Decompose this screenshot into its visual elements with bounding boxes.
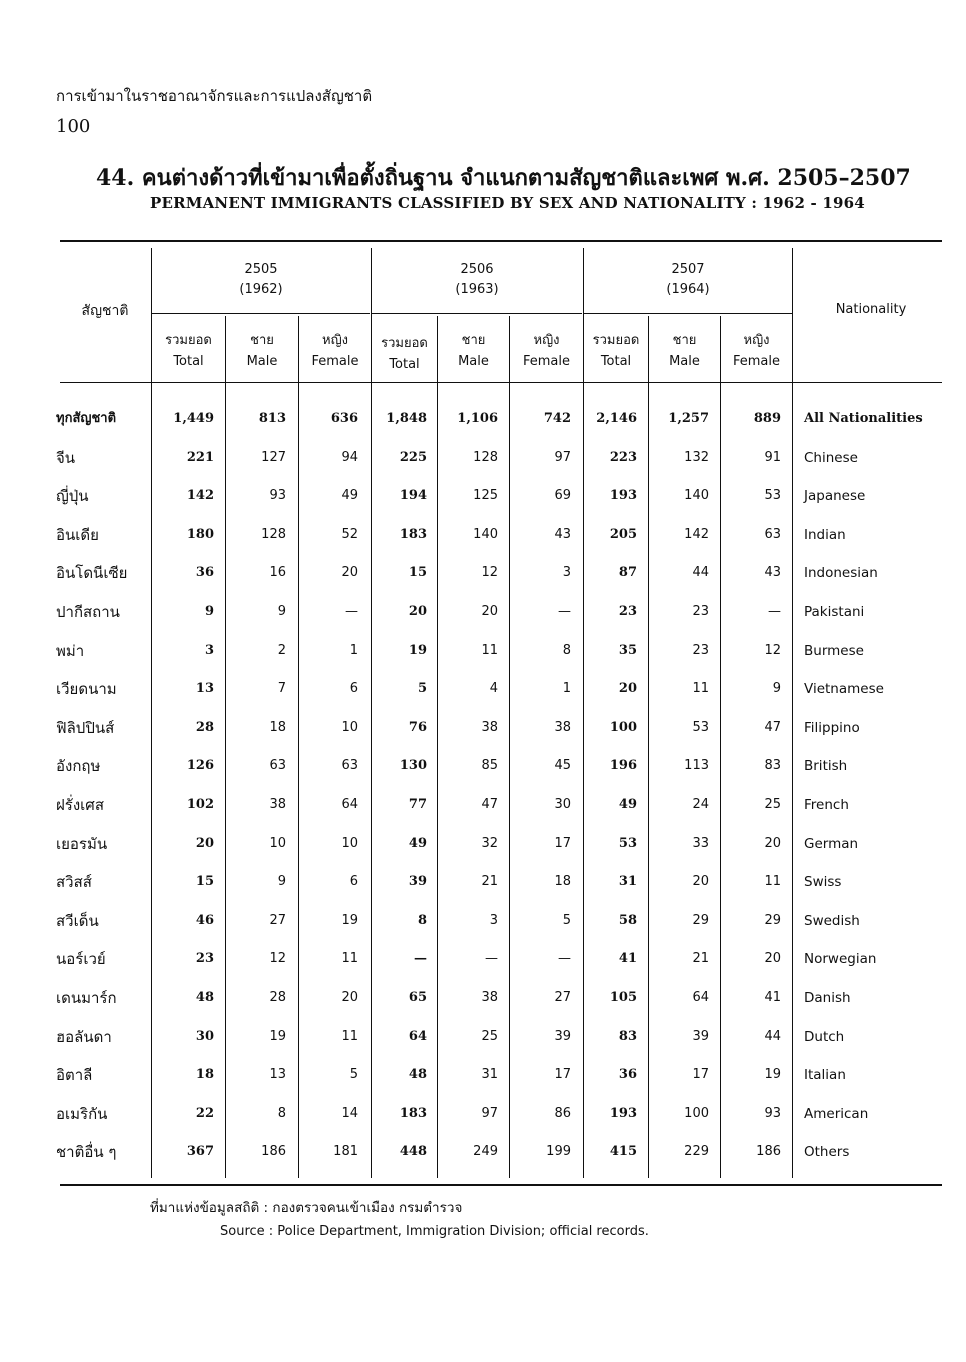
male-cell: 85	[481, 758, 498, 774]
male-cell: 127	[261, 449, 286, 465]
male-cell: 44	[692, 565, 709, 581]
year-be: 2507	[671, 262, 705, 277]
year-ce: (1963)	[455, 282, 499, 297]
female-cell: 18	[554, 874, 571, 890]
total-cell: 18	[195, 1067, 214, 1083]
male-cell: 97	[481, 1105, 498, 1121]
female-cell: 44	[764, 1028, 781, 1044]
total-cell: 23	[195, 951, 214, 967]
nationality-english: Vietnamese	[804, 681, 884, 698]
subheader-female-1964	[721, 330, 792, 372]
male-cell: 100	[684, 1105, 709, 1121]
male-cell: 18	[269, 719, 286, 735]
total-cell: 83	[618, 1028, 637, 1044]
female-cell: —	[768, 604, 781, 619]
male-cell: 21	[692, 951, 709, 967]
male-cell: 53	[692, 719, 709, 735]
total-cell: 142	[186, 488, 214, 504]
total-cell: 102	[186, 797, 214, 812]
female-cell: 41	[764, 990, 781, 1005]
female-cell: 97	[554, 449, 571, 465]
nationality-label-thai: สัญชาติ	[81, 303, 129, 319]
total-cell: 130	[399, 758, 427, 774]
subheader-thai: ชาย	[461, 333, 486, 348]
female-cell: —	[345, 604, 358, 619]
male-cell: 31	[481, 1067, 498, 1083]
female-cell: 39	[554, 1028, 571, 1044]
female-cell: 69	[554, 488, 571, 504]
table-row	[0, 554, 966, 592]
total-cell: 126	[186, 758, 214, 774]
nationality-thai: ฮอลันดา	[56, 1027, 112, 1046]
female-cell: 5	[349, 1067, 358, 1083]
female-cell: 20	[764, 951, 781, 967]
female-cell: 1	[562, 681, 571, 697]
male-cell: 12	[269, 951, 286, 967]
male-cell: 17	[692, 1067, 709, 1083]
female-cell: 11	[341, 951, 358, 967]
female-cell: 199	[546, 1144, 571, 1160]
female-cell: 43	[554, 526, 571, 542]
table-row-total	[0, 400, 966, 438]
subheader-english: Total	[600, 354, 632, 369]
male-cell: 38	[481, 990, 498, 1005]
male-cell: 128	[473, 449, 498, 465]
nationality-thai: อินเดีย	[56, 525, 99, 544]
male-cell: 28	[269, 990, 286, 1005]
total-cell: 48	[195, 990, 214, 1005]
total-cell: 183	[399, 526, 427, 542]
female-cell: 93	[764, 1105, 781, 1121]
subheader-thai: รวมยอด	[165, 333, 212, 348]
male-cell: 813	[258, 411, 286, 426]
male-cell: 21	[481, 874, 498, 890]
subheader-male-1962	[226, 330, 298, 372]
male-cell: 25	[481, 1028, 498, 1044]
subheader-thai: รวมยอด	[381, 336, 428, 351]
total-cell: 367	[186, 1144, 214, 1160]
total-cell: 53	[618, 835, 637, 851]
year-ce: (1962)	[239, 282, 283, 297]
female-cell: 64	[341, 797, 358, 812]
female-cell: 11	[764, 874, 781, 890]
page-number: 100	[56, 116, 91, 137]
total-cell: 41	[618, 951, 637, 967]
header-bottom-rule	[60, 382, 942, 383]
running-head: การเข้ามาในราชอาณาจักรและการแปลงสัญชาติ	[56, 87, 373, 105]
male-cell: 9	[277, 604, 286, 619]
subheader-thai: รวมยอด	[592, 333, 640, 348]
female-cell: 63	[764, 526, 781, 542]
nationality-english: Norwegian	[804, 951, 877, 968]
female-cell: 6	[349, 874, 358, 890]
total-cell: 221	[186, 449, 214, 465]
male-cell: 140	[684, 488, 709, 504]
nationality-thai: เวียดนาม	[56, 680, 117, 699]
male-cell: 249	[473, 1144, 498, 1160]
female-cell: 19	[341, 912, 358, 928]
nationality-label-english: Nationality	[835, 302, 907, 317]
nationality-thai: ญี่ปุ่น	[56, 487, 89, 506]
total-cell: 15	[408, 565, 427, 581]
nationality-thai: ฟิลิปปินส์	[56, 718, 115, 737]
nationality-english: Pakistani	[804, 604, 865, 620]
nationality-thai: ปากีสถาน	[56, 603, 120, 621]
female-cell: 8	[562, 642, 571, 658]
table-row	[0, 1018, 966, 1056]
total-cell: 9	[204, 604, 214, 619]
table-row	[0, 593, 966, 631]
year-underline-2506	[372, 313, 582, 314]
table-title-thai: 44. คนต่างด้าวที่เข้ามาเพื่อตั้งถิ่นฐาน จำแนกตามสัญชาติและเพศ พ.ศ. 2505–2507	[96, 165, 911, 191]
table-row	[0, 516, 966, 554]
male-cell: 11	[692, 681, 709, 697]
male-cell: 38	[269, 797, 286, 812]
male-cell: 7	[277, 681, 286, 697]
year-header-2507	[584, 260, 792, 300]
nationality-english: Italian	[804, 1067, 846, 1084]
subheader-thai: ชาย	[672, 333, 697, 348]
total-cell: 64	[408, 1028, 427, 1044]
female-cell: 12	[764, 642, 781, 658]
total-cell: 35	[618, 642, 637, 658]
female-cell: 17	[554, 1067, 571, 1083]
nationality-english: All Nationalities	[804, 411, 923, 426]
nationality-english: British	[804, 758, 848, 775]
nationality-thai: อังกฤษ	[56, 757, 101, 776]
female-cell: 20	[764, 835, 781, 851]
nationality-thai: สวิสส์	[56, 873, 92, 892]
subheader-thai: หญิง	[322, 333, 348, 348]
female-cell: 889	[753, 411, 781, 426]
total-cell: 100	[609, 719, 637, 735]
female-cell: 49	[341, 488, 358, 504]
male-cell: 10	[269, 835, 286, 851]
year-header-2505	[152, 260, 370, 300]
nationality-english: Indian	[804, 526, 846, 543]
nationality-thai: จีน	[56, 448, 76, 467]
nationality-english: Danish	[804, 990, 851, 1006]
total-cell: 193	[609, 488, 637, 504]
total-cell: 20	[195, 835, 214, 851]
total-cell: 13	[195, 681, 214, 697]
total-cell: 225	[399, 449, 427, 465]
source-note-thai: ที่มาแห่งข้อมูลสถิติ : กองตรวจคนเข้าเมือง กรมตำรวจ	[150, 1200, 463, 1216]
table-row	[0, 632, 966, 670]
nationality-english: Chinese	[804, 449, 858, 466]
female-cell: 63	[341, 758, 358, 774]
female-cell: 94	[341, 449, 358, 465]
total-cell: 1,449	[173, 411, 214, 426]
year-header-2506	[372, 260, 582, 300]
male-cell: 23	[692, 642, 709, 658]
total-cell: 20	[618, 681, 637, 697]
subheader-thai: หญิง	[533, 333, 560, 348]
table-row	[0, 1095, 966, 1133]
nationality-english: Swiss	[804, 874, 842, 891]
table-row	[0, 902, 966, 940]
male-cell: 142	[684, 526, 709, 542]
female-cell: 52	[341, 526, 358, 542]
total-cell: 23	[618, 604, 637, 619]
total-cell: 77	[408, 797, 427, 812]
total-cell: 36	[618, 1067, 637, 1083]
nationality-english: German	[804, 835, 859, 852]
total-cell: 8	[417, 912, 427, 928]
nationality-thai: ฝรั่งเศส	[56, 796, 104, 814]
female-cell: 20	[341, 990, 358, 1005]
total-cell: 194	[399, 488, 427, 504]
total-cell: 196	[609, 758, 637, 774]
total-cell: 20	[408, 604, 427, 619]
nationality-english: Others	[804, 1144, 850, 1161]
total-cell: 193	[609, 1105, 637, 1121]
total-cell: 49	[408, 835, 427, 851]
subheader-english: Total	[389, 357, 420, 372]
total-cell: 2,146	[596, 411, 637, 426]
female-cell: 19	[764, 1067, 781, 1083]
male-cell: 24	[692, 797, 709, 812]
female-cell: 5	[562, 912, 571, 928]
male-cell: 19	[269, 1028, 286, 1044]
table-row	[0, 1056, 966, 1094]
male-cell: 1,106	[457, 411, 498, 426]
female-cell: 636	[330, 411, 358, 426]
table-top-rule	[60, 240, 942, 242]
subheader-male-1963	[438, 330, 509, 372]
male-cell: 27	[269, 912, 286, 928]
male-cell: 16	[269, 565, 286, 581]
male-cell: 1,257	[668, 411, 709, 426]
total-cell: 36	[195, 565, 214, 581]
male-cell: 63	[269, 758, 286, 774]
male-cell: 3	[489, 912, 498, 928]
total-cell: 30	[195, 1028, 214, 1044]
male-cell: 9	[277, 874, 286, 890]
female-cell: 181	[333, 1144, 358, 1160]
nationality-thai: นอร์เวย์	[56, 950, 106, 969]
nationality-thai: อเมริกัน	[56, 1104, 108, 1123]
nationality-thai: เดนมาร์ก	[56, 989, 117, 1007]
subheader-english: Total	[173, 354, 204, 369]
subheader-english: Male	[246, 354, 278, 369]
nationality-english: Burmese	[804, 642, 864, 659]
total-cell: 19	[408, 642, 427, 658]
table-row	[0, 863, 966, 901]
male-cell: 33	[692, 835, 709, 851]
male-cell: 11	[481, 642, 498, 658]
total-cell: 5	[417, 681, 427, 697]
male-cell: 29	[692, 912, 709, 928]
total-cell: 39	[408, 874, 427, 890]
female-cell: 27	[554, 990, 571, 1005]
female-cell: 53	[764, 488, 781, 504]
male-cell: 8	[277, 1105, 286, 1121]
nationality-thai: ทุกสัญชาติ	[56, 411, 117, 426]
nationality-english: Swedish	[804, 912, 860, 929]
subheader-total-1962	[152, 330, 225, 372]
table-row	[0, 940, 966, 978]
table-bottom-rule	[60, 1184, 942, 1186]
male-cell: 128	[261, 526, 286, 542]
male-cell: 47	[481, 797, 498, 812]
total-cell: 76	[408, 719, 427, 735]
total-cell: 87	[618, 565, 637, 581]
male-cell: 140	[473, 526, 498, 542]
female-cell: 83	[764, 758, 781, 774]
female-cell: 29	[764, 912, 781, 928]
male-cell: 39	[692, 1028, 709, 1044]
nationality-english: Japanese	[804, 488, 866, 505]
female-cell: 86	[554, 1105, 571, 1121]
subheader-male-1964	[649, 330, 720, 372]
table-row	[0, 979, 966, 1017]
table-row	[0, 747, 966, 785]
subheader-english: Male	[669, 354, 700, 369]
total-cell: 3	[204, 642, 214, 658]
female-cell: 11	[341, 1028, 358, 1044]
table-row	[0, 477, 966, 515]
female-cell: 1	[349, 642, 358, 658]
total-cell: 28	[195, 719, 214, 735]
total-cell: 415	[609, 1144, 637, 1160]
female-cell: 47	[764, 719, 781, 735]
female-cell: —	[558, 951, 571, 967]
female-cell: 10	[341, 719, 358, 735]
female-cell: 186	[756, 1144, 781, 1160]
total-cell: 48	[408, 1067, 427, 1083]
total-cell: 1,848	[386, 411, 427, 426]
male-cell: 23	[692, 604, 709, 619]
nationality-english: French	[804, 797, 849, 813]
table-title-english: PERMANENT IMMIGRANTS CLASSIFIED BY SEX AND NATIONALITY : 1962 - 1964	[150, 194, 865, 212]
female-cell: 14	[341, 1105, 358, 1121]
nationality-thai: ชาติอื่น ๆ	[56, 1143, 117, 1162]
table-row	[0, 439, 966, 477]
total-cell: 31	[618, 874, 637, 890]
total-cell: 223	[609, 449, 637, 465]
female-cell: 30	[554, 797, 571, 812]
source-note-english: Source : Police Department, Immigration Division; official records.	[220, 1224, 649, 1239]
subheader-total-1964	[584, 330, 648, 372]
table-row	[0, 1133, 966, 1171]
nationality-english: Filippino	[804, 719, 860, 736]
subheader-english: Female	[732, 354, 780, 369]
subheader-english: Male	[458, 354, 489, 369]
subheader-total-1963	[372, 333, 437, 375]
year-be: 2506	[460, 262, 494, 277]
total-cell: 15	[195, 874, 214, 890]
total-cell: 49	[618, 797, 637, 812]
total-cell: 58	[618, 912, 637, 928]
subheader-thai: หญิง	[743, 333, 770, 348]
male-cell: 12	[481, 565, 498, 581]
female-cell: 20	[341, 565, 358, 581]
total-cell: 22	[195, 1105, 214, 1121]
male-cell: 93	[269, 488, 286, 504]
table-row	[0, 709, 966, 747]
table-row	[0, 786, 966, 824]
total-cell: 183	[399, 1105, 427, 1121]
female-cell: —	[558, 604, 571, 619]
male-cell: 4	[489, 681, 498, 697]
subheader-female-1962	[299, 330, 371, 372]
nationality-english: Indonesian	[804, 565, 878, 582]
nationality-thai: อินโดนีเซีย	[56, 564, 128, 583]
nationality-thai: อิตาลี	[56, 1066, 93, 1085]
table-row	[0, 825, 966, 863]
female-cell: 9	[772, 681, 781, 697]
total-cell: 448	[399, 1144, 427, 1160]
female-cell: 43	[764, 565, 781, 581]
subheader-english: Female	[522, 354, 570, 369]
male-cell: 186	[261, 1144, 286, 1160]
nationality-english: American	[804, 1105, 869, 1122]
subheader-english: Female	[311, 354, 359, 369]
female-cell: 3	[562, 565, 571, 581]
female-cell: 742	[543, 411, 571, 426]
subheader-female-1963	[510, 330, 583, 372]
year-underline-2507	[584, 313, 792, 314]
male-cell: 20	[481, 604, 498, 619]
male-cell: 32	[481, 835, 498, 851]
nationality-thai: เยอรมัน	[56, 834, 108, 853]
total-cell: 105	[609, 990, 637, 1005]
male-cell: 132	[684, 449, 709, 465]
male-cell: 113	[684, 758, 709, 774]
female-cell: 10	[341, 835, 358, 851]
year-ce: (1964)	[666, 282, 710, 297]
nationality-english: Dutch	[804, 1028, 845, 1045]
female-cell: 38	[554, 719, 571, 735]
male-cell: —	[485, 951, 498, 967]
male-cell: 2	[277, 642, 286, 658]
male-cell: 64	[692, 990, 709, 1005]
total-cell: 180	[186, 526, 214, 542]
nationality-thai: สวีเด็น	[56, 911, 99, 930]
female-cell: 25	[764, 797, 781, 812]
total-cell: —	[414, 951, 427, 967]
female-cell: 6	[349, 681, 358, 697]
male-cell: 229	[684, 1144, 709, 1160]
male-cell: 125	[473, 488, 498, 504]
male-cell: 20	[692, 874, 709, 890]
male-cell: 38	[481, 719, 498, 735]
male-cell: 13	[269, 1067, 286, 1083]
total-cell: 205	[609, 526, 637, 542]
year-underline-2505	[152, 313, 370, 314]
female-cell: 45	[554, 758, 571, 774]
table-row	[0, 670, 966, 708]
total-cell: 65	[408, 990, 427, 1005]
female-cell: 91	[764, 449, 781, 465]
female-cell: 17	[554, 835, 571, 851]
nationality-thai: พม่า	[56, 641, 85, 660]
total-cell: 46	[195, 912, 214, 928]
year-be: 2505	[244, 262, 278, 277]
subheader-thai: ชาย	[250, 333, 274, 348]
